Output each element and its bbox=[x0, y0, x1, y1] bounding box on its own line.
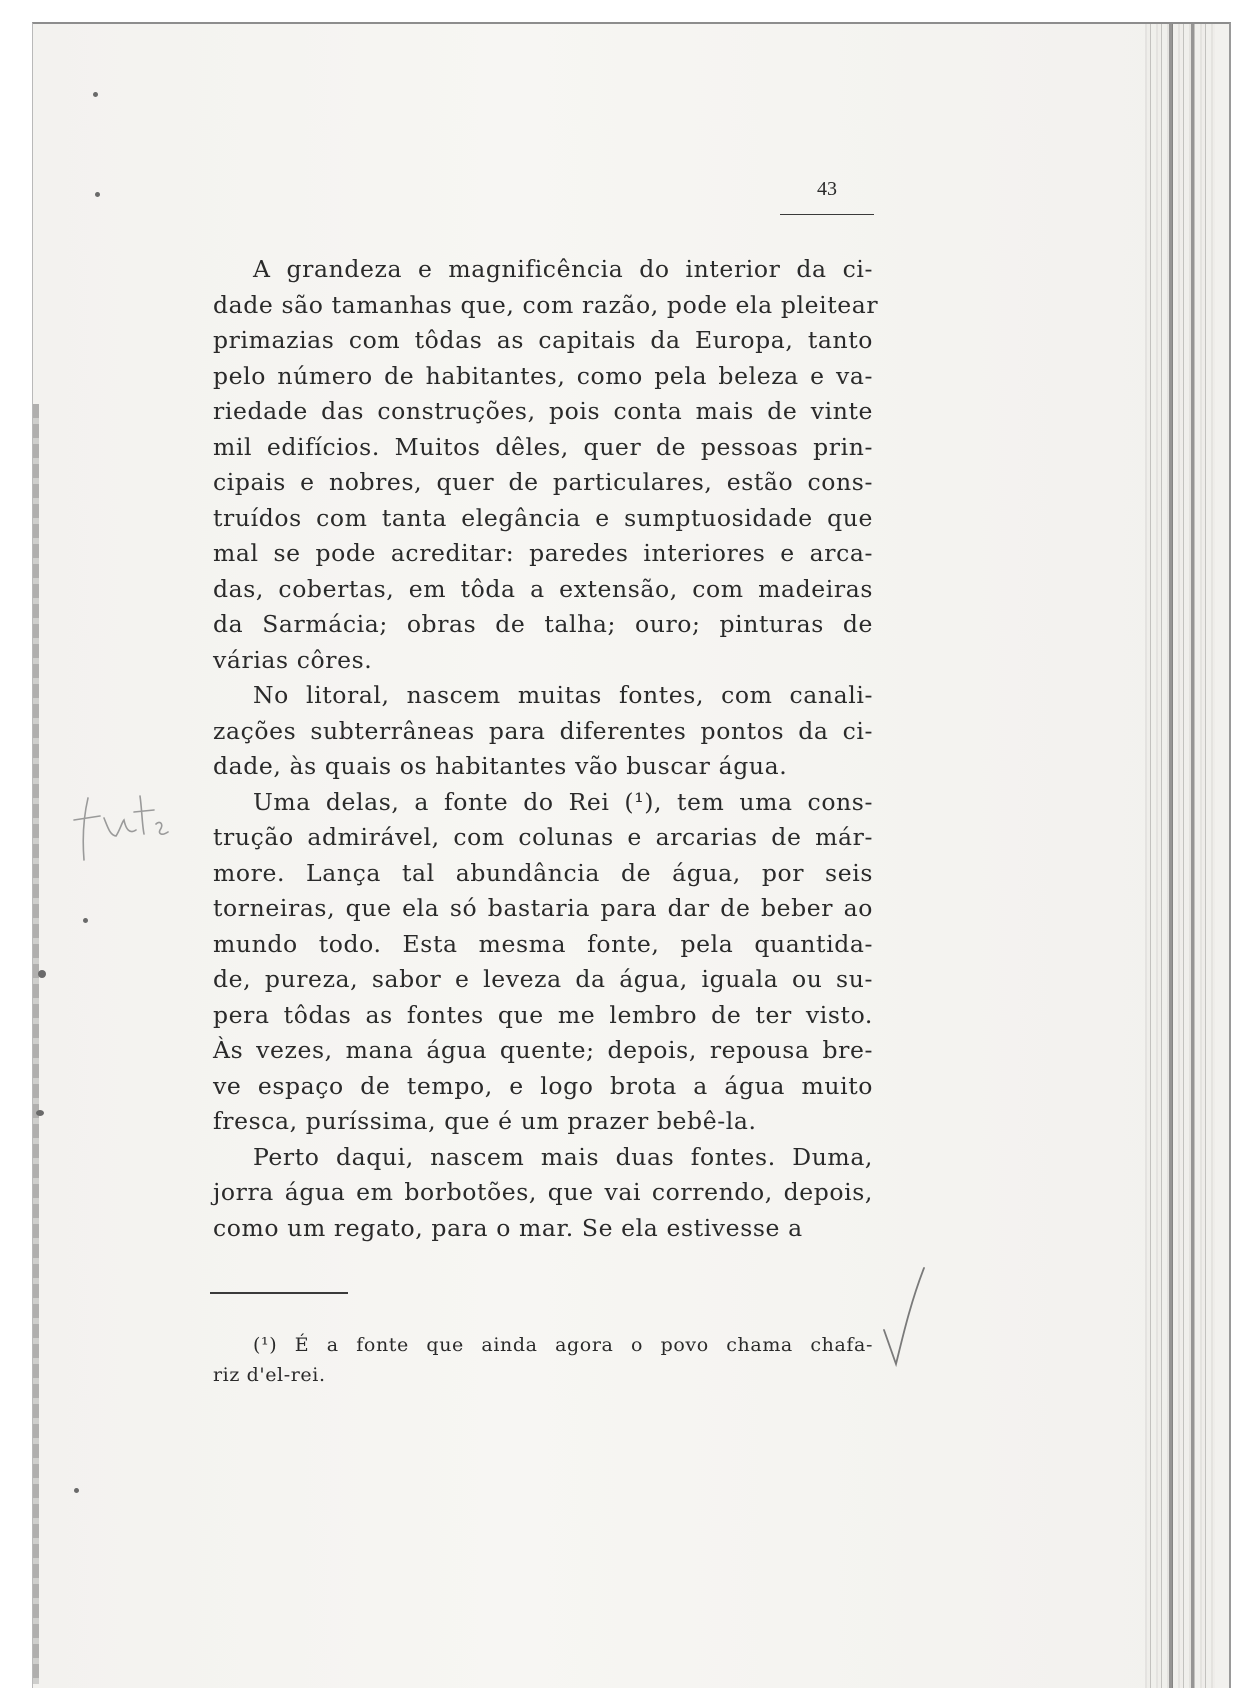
binding-line bbox=[1169, 24, 1173, 1688]
text-line: cipais e nobres, quer de particulares, estão cons- bbox=[213, 468, 873, 496]
footnote-rule bbox=[210, 1292, 348, 1294]
page-edge-shadow bbox=[33, 404, 39, 1684]
text-line: várias côres. bbox=[213, 645, 373, 674]
text-line: ve espaço de tempo, e logo brota a água muito bbox=[213, 1071, 873, 1100]
binding-line bbox=[1191, 24, 1194, 1688]
paper-speck bbox=[83, 918, 88, 923]
text-line: riedade das construções, pois conta mais de vinte bbox=[213, 397, 873, 425]
text-line: fresca, puríssima, que é um prazer bebê-la. bbox=[213, 1107, 757, 1135]
text-line: primazias com tôdas as capitais da Europa, tanto bbox=[213, 326, 873, 354]
page-number-rule bbox=[780, 214, 874, 215]
text-line: mal se pode acreditar: paredes interiores e arca- bbox=[213, 539, 873, 567]
text-line: Perto daqui, nascem mais duas fontes. Duma, bbox=[253, 1142, 873, 1171]
text-line: pera tôdas as fontes que me lembro de ter visto. bbox=[213, 1000, 873, 1029]
page-number: 43 bbox=[817, 178, 837, 200]
paper-speck bbox=[38, 970, 46, 978]
text-line: zações subterrâneas para diferentes pontos da ci- bbox=[213, 716, 873, 745]
text-line: como um regato, para o mar. Se ela estivesse a bbox=[213, 1213, 803, 1242]
text-line: mundo todo. Esta mesma fonte, pela quantida- bbox=[213, 929, 873, 958]
text-line: No litoral, nascem muitas fontes, com canali- bbox=[253, 681, 873, 709]
footnote bbox=[213, 1330, 873, 1390]
text-line: Às vezes, mana água quente; depois, repousa bre- bbox=[213, 1036, 873, 1064]
text-line: truídos com tanta elegância e sumptuosidade que bbox=[213, 503, 873, 532]
text-line: jorra água em borbotões, que vai correndo, depois, bbox=[213, 1178, 873, 1206]
text-line: pelo número de habitantes, como pela beleza e va- bbox=[213, 361, 873, 390]
binding-strip bbox=[1145, 24, 1215, 1688]
text-line: mil edifícios. Muitos dêles, quer de pessoas prin- bbox=[213, 432, 873, 461]
paper-speck bbox=[36, 1110, 44, 1116]
text-line: das, cobertas, em tôda a extensão, com madeiras bbox=[213, 574, 873, 603]
paper-speck bbox=[93, 92, 98, 97]
text-line: trução admirável, com colunas e arcarias de már- bbox=[213, 823, 873, 851]
text-line: more. Lança tal abundância de água, por seis bbox=[213, 858, 873, 887]
text-line: torneiras, que ela só bastaria para dar de beber ao bbox=[213, 894, 873, 922]
handwritten-check-mark bbox=[880, 1260, 930, 1370]
text-line: da Sarmácia; obras de talha; ouro; pinturas de bbox=[213, 610, 873, 638]
body-text bbox=[213, 252, 879, 1246]
text-line: Uma delas, a fonte do Rei (¹), tem uma cons- bbox=[253, 787, 873, 816]
paper-speck bbox=[74, 1488, 79, 1493]
text-line: dade são tamanhas que, com razão, pode ela pleitear bbox=[213, 290, 879, 319]
text-line: A grandeza e magnificência do interior da ci- bbox=[253, 255, 873, 283]
text-line: de, pureza, sabor e leveza da água, iguala ou su- bbox=[213, 965, 873, 993]
handwritten-margin-note bbox=[60, 780, 170, 870]
text-line: dade, às quais os habitantes vão buscar água. bbox=[213, 752, 788, 780]
paper-speck bbox=[95, 192, 100, 197]
footnote-line: (¹) É a fonte que ainda agora o povo chama chafa- bbox=[253, 1334, 873, 1356]
footnote-line: riz d'el-rei. bbox=[213, 1364, 326, 1386]
